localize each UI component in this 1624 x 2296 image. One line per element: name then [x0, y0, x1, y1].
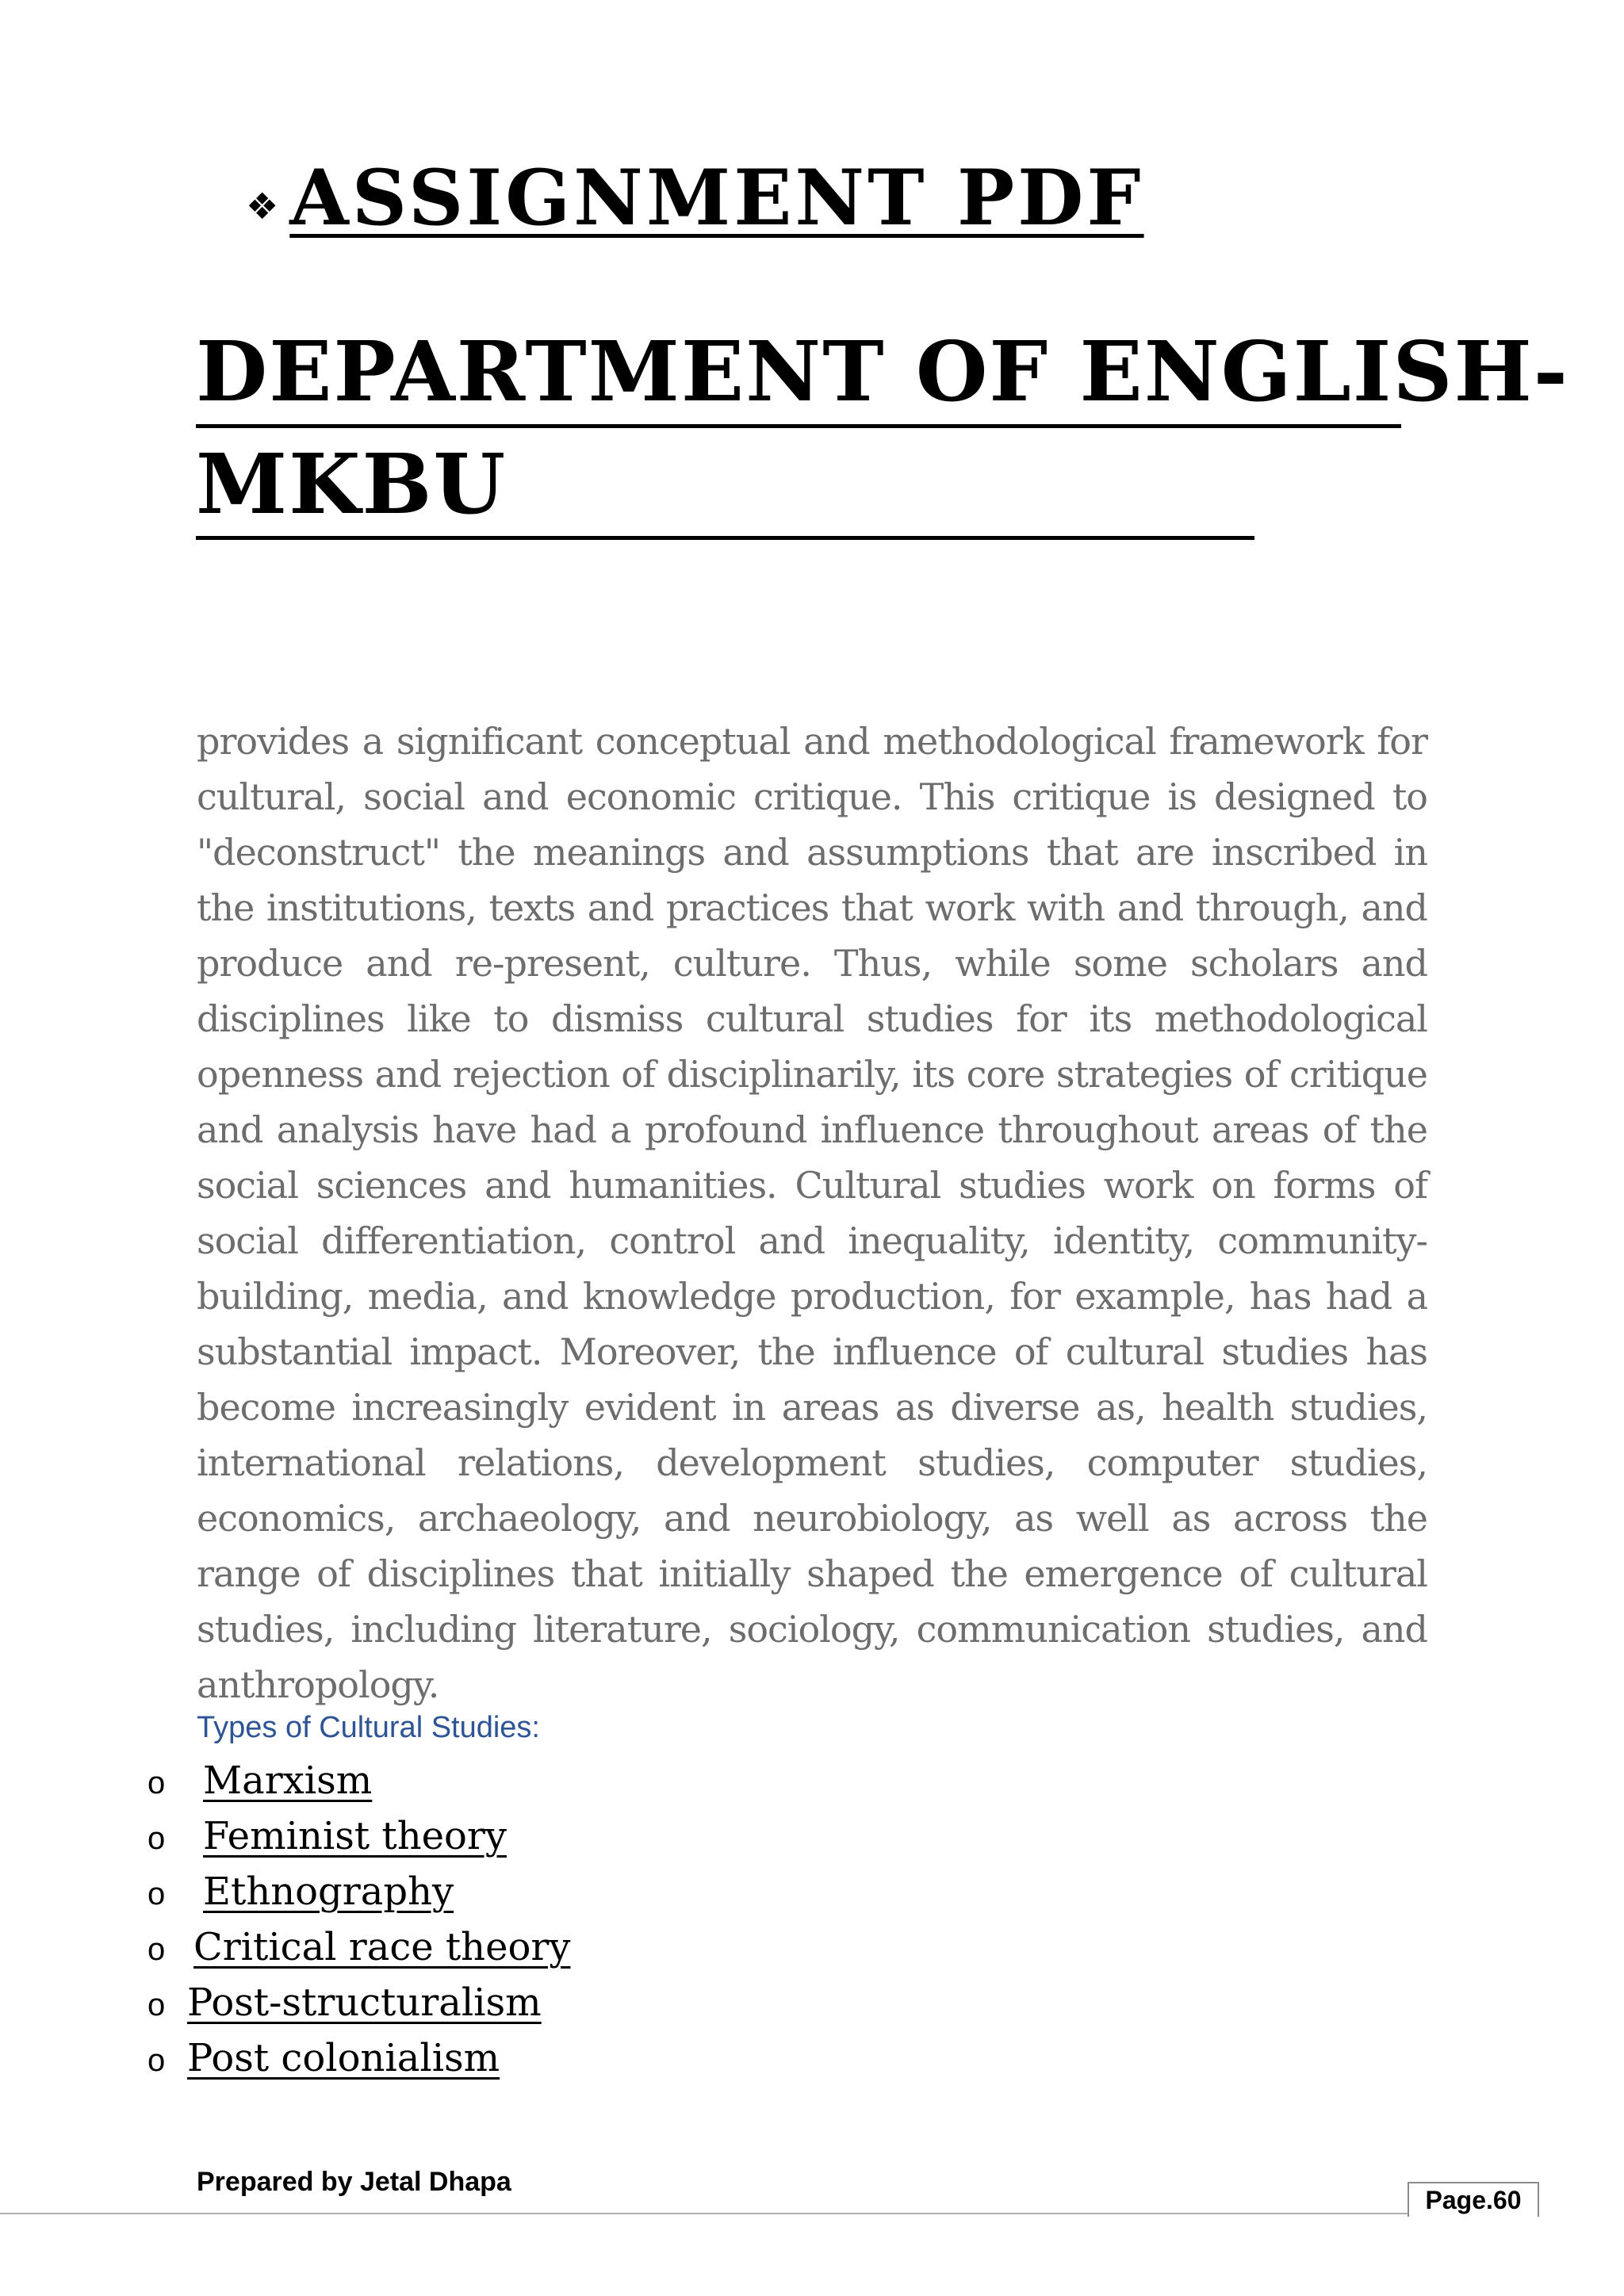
body-paragraph: provides a significant conceptual and methodological framework for cultural, social and economic critique. This critique is designed to "deconstruct" the meanings and assumptions that are inscribed in the institutions, texts and practices that work with and through, and produce and re-present, culture. Thus, while some scholars and disciplines like to dismiss cultural studies for its methodological openness and rejection of disciplinarily, its core strategies of critique and analysis have had a profound influence throughout areas of the social sciences and humanities. Cultural studies work on forms of social differentiation, control and inequality, identity, community-building, media, and knowledge production, for example, has had a substantial impact. Moreover, the influence of cultural studies has become increasingly evident in areas as diverse as, health studies, international relations, development studies, computer studies, economics, archaeology, and neurobiology, as well as across the range of disciplines that initially shaped the emergence of cultural studies, including literature, sociology, communication studies, and anthropology.	[197, 720, 1427, 1706]
department-title	[196, 323, 1569, 540]
list-bullet: o	[147, 1877, 166, 1911]
list-item	[147, 1758, 570, 1814]
list-bullet: o	[147, 1932, 166, 1967]
assignment-title: ASSIGNMENT PDF	[289, 153, 1144, 243]
diamond-bullet-icon: ❖	[246, 184, 279, 228]
list-link-feminist-theory[interactable]: Feminist theory	[203, 1814, 507, 1858]
list-bullet: o	[147, 1766, 166, 1800]
types-heading: Types of Cultural Studies:	[197, 1711, 540, 1744]
footer-prepared-by: Prepared by Jetal Dhapa	[197, 2167, 511, 2197]
list-item	[147, 1814, 570, 1869]
list-link-critical-race-theory[interactable]: Critical race theory	[193, 1925, 571, 1969]
list-link-post-colonialism[interactable]: Post colonialism	[187, 2036, 500, 2080]
list-bullet: o	[147, 1988, 166, 2022]
department-title-line-2: MKBU	[196, 428, 1254, 541]
list-link-post-structuralism[interactable]: Post-structuralism	[187, 1980, 542, 2025]
list-item	[147, 2036, 570, 2091]
list-item	[147, 1980, 570, 2036]
page-number-box: Page.60	[1408, 2182, 1539, 2217]
list-item	[147, 1925, 570, 1980]
footer-divider	[0, 2213, 1538, 2214]
list-bullet: o	[147, 2043, 166, 2078]
department-title-line-1: DEPARTMENT OF ENGLISH-	[196, 323, 1401, 428]
list-link-marxism[interactable]: Marxism	[203, 1758, 373, 1803]
list-link-ethnography[interactable]: Ethnography	[203, 1869, 454, 1914]
assignment-heading	[246, 153, 1144, 243]
list-bullet: o	[147, 1821, 166, 1856]
types-list	[147, 1758, 570, 2091]
list-item	[147, 1869, 570, 1925]
